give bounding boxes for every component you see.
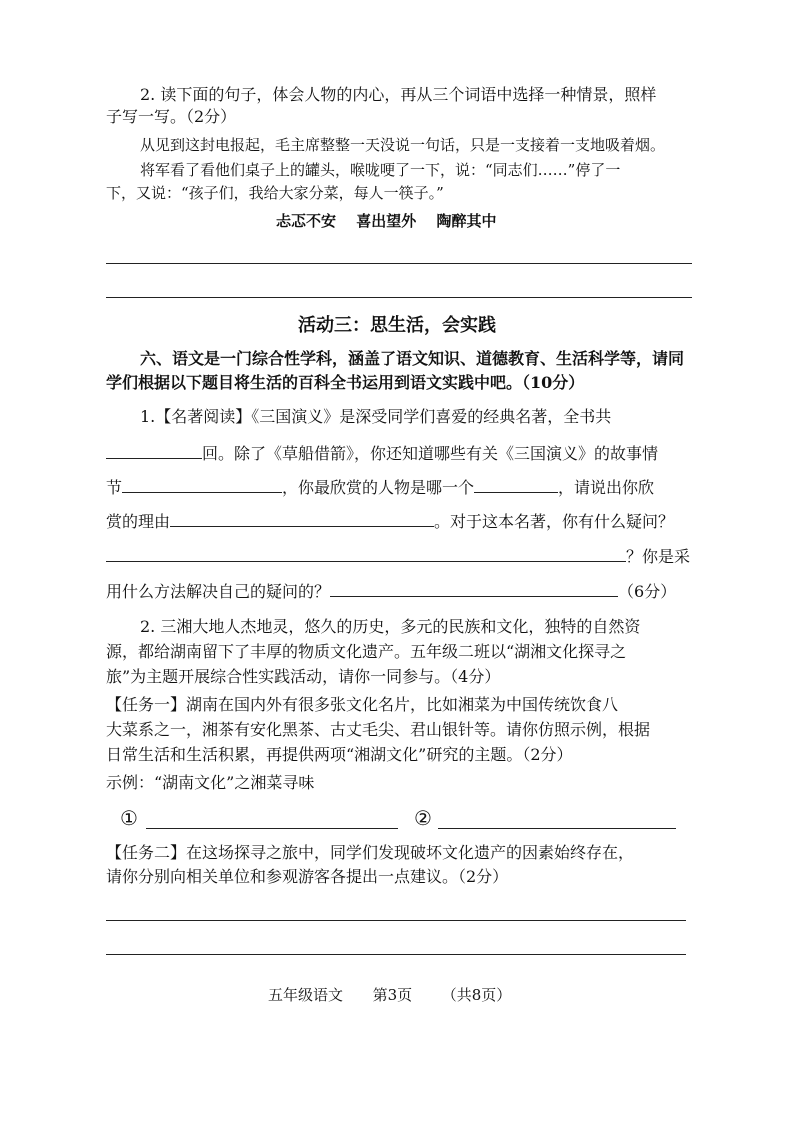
footer-page-number: 第3页	[372, 986, 413, 1004]
q2-word-options: 忐忑不安 喜出望外 陶醉其中	[276, 212, 497, 230]
q6-part1-line4-wrap	[106, 510, 674, 533]
task2-answer-line-2[interactable]	[106, 954, 686, 955]
q2-answer-line-2[interactable]	[106, 297, 692, 298]
q2-prompt-line2: 子写一写。（2分）	[106, 107, 237, 126]
q6-part1-line2: 回。除了《草船借箭》，你还知道哪些有关《三国演义》的故事情	[202, 444, 659, 463]
q6-part1-line4a: 赏的理由	[106, 512, 171, 531]
q6-part1-line6b: （6分）	[618, 582, 677, 601]
topic-2-answer-line[interactable]	[438, 828, 676, 829]
marker-2: ②	[414, 806, 432, 830]
q6-part1-line6-wrap	[106, 580, 676, 603]
q6-part1-line3-wrap	[106, 476, 654, 499]
marker-1: ①	[120, 806, 138, 830]
q6-part1-line2-wrap	[106, 442, 658, 465]
q2-sentence-1: 从见到这封电报起，毛主席整整一天没说一句话，只是一支接着一支地吸着烟。	[140, 136, 666, 154]
method-blank[interactable]	[330, 580, 618, 597]
q6-part2-line2: 源，都给湖南留下了丰厚的物质文化遗产。五年级二班以“湖湘文化探寻之	[106, 642, 627, 661]
task2-answer-line-1[interactable]	[106, 920, 686, 921]
task1-line2: 大菜系之一，湘茶有安化黑茶、古丈毛尖、君山银针等。请你仿照示例，根据	[106, 720, 651, 739]
q6-part2-line1: 2. 三湘大地人杰地灵，悠久的历史，多元的民族和文化，独特的自然资	[140, 617, 641, 636]
task2-line1: 【任务二】在这场探寻之旅中，同学们发现破坏文化遗产的因素始终存在，	[106, 843, 635, 862]
reason-blank[interactable]	[170, 510, 434, 527]
topic-1-answer-line[interactable]	[146, 828, 398, 829]
story-plot-blank[interactable]	[122, 476, 282, 493]
q6-intro-line1: 六、语文是一门综合性学科，涵盖了语文知识、道德教育、生活科学等，请同	[140, 349, 685, 368]
q6-part1-line4b: 。对于这本名著，你有什么疑问？	[434, 512, 675, 531]
q6-part1-line3a: 节	[106, 478, 123, 497]
footer	[268, 984, 511, 1006]
task1-example: 示例：“湖南文化”之湘菜寻味	[106, 773, 315, 792]
activity-3-title: 活动三：思生活，会实践	[298, 315, 496, 336]
q6-part1-line3b: ，你最欣赏的人物是哪一个	[282, 478, 475, 497]
q6-intro-line2: 学们根据以下题目将生活的百科全书运用到语文实践中吧。（10分）	[106, 373, 585, 392]
task2-line2: 请你分别向相关单位和参观游客各提出一点建议。（2分）	[106, 867, 509, 886]
q2-sentence-2a: 将军看了看他们桌子上的罐头，喉咙哽了一下，说：“同志们……”停了一	[140, 161, 621, 179]
q2-answer-line-1[interactable]	[106, 263, 692, 264]
task1-line3: 日常生活和生活积累，再提供两项“湘湖文化”研究的主题。（2分）	[106, 745, 573, 764]
q6-part1-line1: 1.【名著阅读】《三国演义》是深受同学们喜爱的经典名著，全书共	[140, 407, 612, 426]
favorite-character-blank[interactable]	[474, 476, 558, 493]
footer-total-pages: （共8页）	[441, 986, 512, 1004]
q6-part1-line6a: 用什么方法解决自己的疑问的？	[106, 582, 331, 601]
q6-part1-line5: ？你是采	[626, 547, 691, 566]
task1-line1: 【任务一】湖南在国内外有很多张文化名片，比如湘菜为中国传统饮食八	[106, 695, 619, 714]
chapters-count-blank[interactable]	[106, 442, 202, 459]
question-blank[interactable]	[106, 545, 626, 562]
footer-subject: 五年级语文	[268, 986, 344, 1004]
q6-part1-line5-wrap	[106, 545, 690, 568]
q2-prompt-line1: 2. 读下面的句子，体会人物的内心，再从三个词语中选择一种情景，照样	[140, 85, 657, 104]
q2-sentence-2b: 下，又说：“孩子们，我给大家分菜，每人一筷子。”	[106, 184, 444, 202]
q6-part1-line3c: ，请说出你欣	[558, 478, 655, 497]
q6-part2-line3: 旅”为主题开展综合性实践活动，请你一同参与。（4分）	[106, 667, 501, 686]
